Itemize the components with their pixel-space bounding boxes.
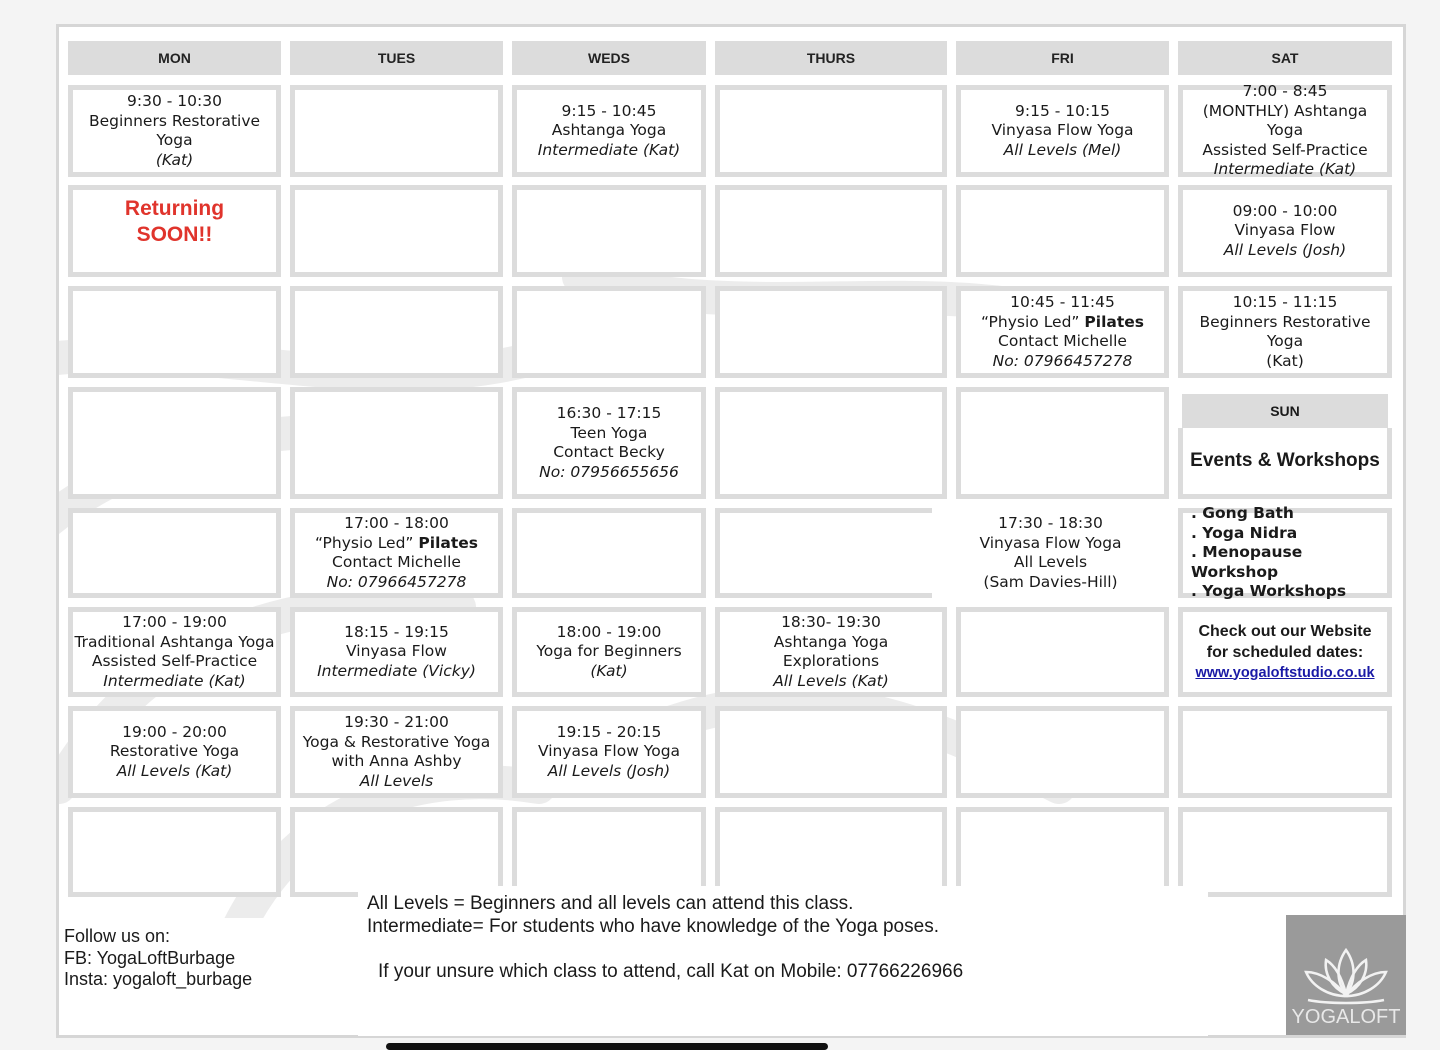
class-name: Restorative Yoga [109,742,240,761]
class-level: All Levels (Josh) [1223,240,1347,259]
class-contact: Contact Michelle [998,332,1127,350]
instagram-handle: Insta: yogaloft_burbage [64,969,253,989]
class-level: Intermediate (Vicky) [317,661,476,680]
class-time: 9:15 - 10:15 [1015,101,1110,120]
class-detail: Assisted Self-Practice [1202,140,1368,159]
lotus-icon [1298,942,1394,1006]
class-cell-weds-r4 [512,387,706,499]
class-cell-tues-r5 [290,508,503,598]
empty-cell-fri-r2 [956,185,1169,277]
empty-cell-thurs-r8 [715,807,947,897]
class-time: 10:15 - 11:15 [1232,293,1338,311]
class-time: 9:30 - 10:30 [127,92,222,110]
class-level: Intermediate (Kat) [1213,160,1357,179]
legend-all-levels: All Levels = Beginners and all levels can attend this class. [367,893,854,914]
class-phone: No: 07966457278 [326,572,467,591]
event-item: . Menopause Workshop [1191,543,1303,581]
returning-text: Returning [124,197,225,220]
class-cell-mon-r6 [68,607,281,697]
class-time: 19:15 - 20:15 [556,722,662,741]
class-cell-sat-r1 [1178,82,1392,179]
class-time: 18:15 - 19:15 [344,622,449,641]
social-follow-box [60,918,286,1030]
class-level: Intermediate (Kat) [537,140,681,159]
class-level: Intermediate (Kat) [103,671,246,690]
class-level: All Levels (Kat) [773,671,889,690]
class-name: Vinyasa Flow [1234,221,1336,240]
events-title-text: Events & Workshops [1190,450,1380,472]
class-time: 09:00 - 10:00 [1232,201,1338,220]
class-level: (Kat) [1266,351,1304,370]
class-cell-fri-r3 [956,286,1169,378]
class-name: (MONTHLY) Ashtanga Yoga [1202,101,1368,140]
class-level: (Kat) [590,661,628,680]
class-name: Vinyasa Flow Yoga [537,742,681,761]
class-time: 7:00 - 8:45 [1242,82,1328,101]
class-name: Vinyasa Flow Yoga [991,121,1134,140]
day-header-fri: FRI [956,41,1169,75]
class-name: Vinyasa Flow [346,642,447,661]
empty-cell-mon-r8 [68,807,281,897]
class-phone: No: 07966457278 [992,351,1133,370]
class-time: 17:00 - 19:00 [122,613,227,631]
class-name: Yoga for Beginners [536,642,682,661]
class-cell-weds-r6 [512,607,706,697]
facebook-handle: FB: YogaLoftBurbage [64,947,236,968]
class-name: Ashtanga Yoga [551,121,667,140]
day-header-sun: SUN [1182,394,1388,428]
empty-cell-thurs-r4 [715,387,947,499]
class-cell-sat-r2 [1178,185,1392,277]
empty-cell-weds-r2 [512,185,706,277]
event-item: . Yoga Workshops [1191,582,1347,601]
class-time: 17:30 - 18:30 [998,514,1103,532]
empty-cell-sat-r8 [1178,807,1392,897]
website-link[interactable]: www.yogaloftstudio.co.uk [1195,664,1375,681]
empty-cell-fri-r8 [956,807,1169,897]
empty-cell-tues-r2 [290,185,503,277]
logo-wordmark: YOGALOFT [1291,1006,1401,1028]
class-name: Beginners Restorative Yoga [88,111,261,149]
class-cell-fri-r1 [956,85,1169,177]
empty-cell-mon-r4 [68,387,281,499]
follow-heading: Follow us on: [64,926,171,946]
class-name: “Physio Led” Pilates [315,533,478,552]
class-name: Vinyasa Flow Yoga [979,533,1122,552]
empty-cell-mon-r3 [68,286,281,378]
class-time: 19:30 - 21:00 [344,713,449,731]
class-time: 18:00 - 19:00 [556,622,662,641]
events-list [1178,504,1392,601]
empty-cell-thurs-r5 [715,508,947,598]
legend-box [358,886,1208,1036]
class-cell-weds-r1 [512,85,706,177]
class-contact: Contact Michelle [332,553,461,571]
class-name: “Physio Led” Pilates [981,312,1144,331]
empty-cell-tues-r3 [290,286,503,378]
returning-soon-cell [68,185,281,277]
website-line1: Check out our Website [1198,622,1372,640]
class-level: All Levels (Mel) [1003,140,1122,159]
empty-cell-fri-r4 [956,387,1169,499]
class-time: 10:45 - 11:45 [1010,293,1115,311]
empty-cell-sat-r7 [1178,706,1392,798]
class-contact: Contact Becky [553,443,665,461]
class-time: 16:30 - 17:15 [556,404,662,422]
home-indicator-bar [386,1043,828,1050]
class-instructor: (Sam Davies-Hill) [983,572,1118,591]
class-name: Beginners Restorative Yoga [1199,312,1371,350]
class-cell-mon-r7 [68,706,281,798]
class-level: (Kat) [155,150,194,169]
empty-cell-thurs-r2 [715,185,947,277]
day-header-mon: MON [68,41,281,75]
class-time: 9:15 - 10:45 [561,101,657,120]
event-item: . Gong Bath [1191,504,1294,523]
class-level: All Levels (Kat) [116,761,233,780]
events-workshops-title [1178,428,1392,499]
empty-cell-weds-r3 [512,286,706,378]
empty-cell-tues-r8 [290,807,503,897]
empty-cell-fri-r6 [956,607,1169,697]
class-time: 19:00 - 20:00 [122,722,227,741]
class-cell-mon-r1 [68,85,281,177]
event-item: . Yoga Nidra [1191,523,1298,542]
empty-cell-tues-r4 [290,387,503,499]
empty-cell-thurs-r1 [715,85,947,177]
class-time: 18:30- 19:30 [781,613,881,631]
legend-call-info: If your unsure which class to attend, call Kat on Mobile: 07766226966 [378,961,964,982]
empty-cell-tues-r1 [290,85,503,177]
empty-cell-thurs-r3 [715,286,947,378]
legend-intermediate: Intermediate= For students who have knowledge of the Yoga poses. [367,916,939,937]
class-detail: with Anna Ashby [331,752,462,770]
class-cell-tues-r6 [290,607,503,697]
class-level: All Levels [359,771,434,790]
empty-cell-weds-r8 [512,807,706,897]
class-cell-fri-r5 [932,508,1169,598]
class-cell-weds-r7 [512,706,706,798]
class-time: 17:00 - 18:00 [344,514,449,532]
class-detail: Assisted Self-Practice [91,652,258,670]
class-detail: Explorations [782,652,880,670]
class-cell-sat-r3 [1178,286,1392,378]
yogaloft-logo [1286,915,1406,1035]
class-cell-tues-r7 [290,706,503,798]
day-header-weds: WEDS [512,41,706,75]
soon-text: SOON!! [136,223,213,246]
day-header-thurs: THURS [715,41,947,75]
class-name: Teen Yoga [570,423,648,442]
website-cell [1178,607,1392,697]
class-detail: All Levels [1013,553,1088,571]
class-level: All Levels (Josh) [547,761,671,780]
website-line2: for scheduled dates: [1206,643,1364,661]
class-phone: No: 07956655656 [539,462,679,481]
empty-cell-fri-r7 [956,706,1169,798]
empty-cell-mon-r5 [68,508,281,598]
class-name: Ashtanga Yoga [773,632,889,651]
class-cell-thurs-r6 [715,607,947,697]
day-header-sat: SAT [1178,41,1392,75]
empty-cell-thurs-r7 [715,706,947,798]
empty-cell-weds-r5 [512,508,706,598]
class-name: Traditional Ashtanga Yoga [74,632,275,651]
class-name: Yoga & Restorative Yoga [302,732,491,751]
day-header-tues: TUES [290,41,503,75]
